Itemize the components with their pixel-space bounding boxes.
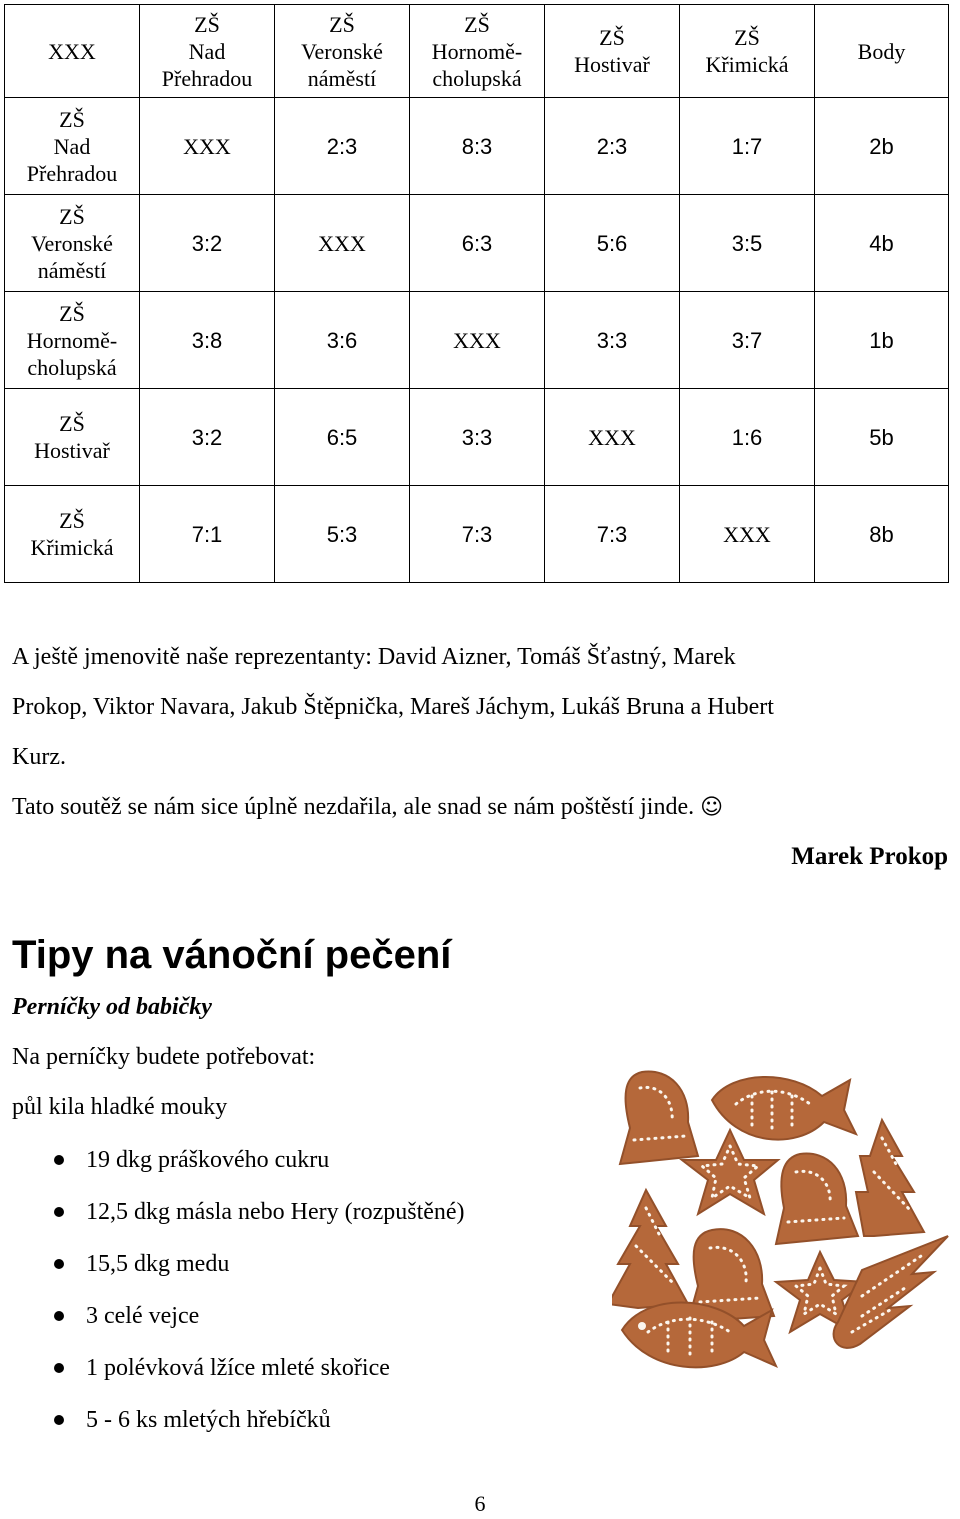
- table-row: [5, 389, 949, 486]
- table-row: [5, 98, 949, 195]
- score-cell: 3:2: [140, 195, 275, 292]
- list-item: [12, 1290, 465, 1342]
- representatives-line: Prokop, Viktor Navara, Jakub Štěpnička, Mareš Jáchym, Lukáš Bruna a Hubert: [12, 694, 774, 720]
- header-line: Hornomě-: [431, 38, 523, 64]
- team-line: ZŠ: [59, 508, 85, 533]
- row-team-label: [5, 195, 140, 292]
- points-cell: 8b: [815, 486, 949, 583]
- header-line: Přehradou: [161, 65, 253, 91]
- representatives-paragraph: [12, 632, 952, 782]
- row-team-label: [5, 389, 140, 486]
- team-line: Nad: [53, 133, 91, 159]
- page-number: 6: [474, 1491, 486, 1516]
- score-cell: 3:3: [410, 389, 545, 486]
- score-cell: 3:5: [680, 195, 815, 292]
- column-header-veronske-namesti: [275, 5, 410, 98]
- table-row: [5, 195, 949, 292]
- points-cell: 5b: [815, 389, 949, 486]
- ingredient-text: 3 celé vejce: [86, 1303, 200, 1329]
- column-header-krimicka: [680, 5, 815, 98]
- column-header-hornomecholupska: [410, 5, 545, 98]
- score-cell: 6:3: [410, 195, 545, 292]
- table-header-row: [5, 5, 949, 98]
- header-line: ZŠ: [734, 25, 760, 50]
- score-cell: 7:3: [410, 486, 545, 583]
- score-cell: XXX: [680, 486, 815, 583]
- row-team-label: [5, 292, 140, 389]
- first-ingredient: půl kila hladké mouky: [12, 1094, 228, 1120]
- header-line: Hostivař: [574, 52, 650, 77]
- score-cell: XXX: [410, 292, 545, 389]
- points-cell: 2b: [815, 98, 949, 195]
- bullet-icon: [54, 1207, 64, 1217]
- cookie-tree-right: [856, 1120, 924, 1236]
- score-cell: 5:6: [545, 195, 680, 292]
- gingerbread-cookies-image: [612, 1060, 956, 1376]
- score-cell: 8:3: [410, 98, 545, 195]
- representatives-line: A ještě jmenovitě naše reprezentanty: David Aizner, Tomáš Šťastný, Marek: [12, 644, 736, 670]
- score-cell: 3:7: [680, 292, 815, 389]
- points-cell: 1b: [815, 292, 949, 389]
- team-line: Veronské: [31, 230, 113, 256]
- header-line: náměstí: [307, 65, 377, 91]
- results-table: [4, 4, 949, 583]
- bullet-icon: [54, 1415, 64, 1425]
- header-line: Křimická: [705, 52, 789, 77]
- smiley-icon: ☺: [700, 795, 724, 820]
- ingredient-text: 15,5 dkg medu: [86, 1251, 230, 1277]
- cookie-tree-left: [612, 1190, 688, 1308]
- team-line: ZŠ: [59, 411, 85, 436]
- closing-paragraph: [12, 782, 952, 833]
- list-item: [12, 1134, 465, 1186]
- column-header-nad-prehradou: [140, 5, 275, 98]
- team-line: Křimická: [30, 535, 114, 560]
- header-line: cholupská: [432, 65, 522, 91]
- cookie-bell-top-left: [620, 1072, 698, 1164]
- table-row: [5, 292, 949, 389]
- table-corner-cell: XXX: [5, 5, 140, 98]
- ingredient-text: 19 dkg práškového cukru: [86, 1147, 330, 1173]
- ingredient-text: 12,5 dkg másla nebo Hery (rozpuštěné): [86, 1199, 465, 1225]
- score-cell: 3:8: [140, 292, 275, 389]
- list-item: [12, 1186, 465, 1238]
- header-line: Veronské: [301, 38, 383, 64]
- team-line: cholupská: [27, 354, 117, 380]
- bullet-icon: [54, 1259, 64, 1269]
- section-heading: Tipy na vánoční pečení: [12, 933, 452, 977]
- row-team-label: [5, 486, 140, 583]
- cookie-fish-top: [712, 1077, 856, 1140]
- header-line: ZŠ: [194, 11, 220, 37]
- closing-text: Tato soutěž se nám sice úplně nezdařila, ale snad se nám poštěstí jinde.: [12, 794, 695, 820]
- bullet-icon: [54, 1155, 64, 1165]
- score-cell: XXX: [275, 195, 410, 292]
- representatives-line: Kurz.: [12, 744, 66, 770]
- list-item: [12, 1394, 465, 1446]
- ingredient-text: 5 - 6 ks mletých hřebíčků: [86, 1407, 331, 1433]
- score-cell: 3:3: [545, 292, 680, 389]
- team-line: Hostivař: [34, 438, 110, 463]
- score-cell: 1:6: [680, 389, 815, 486]
- points-cell: 4b: [815, 195, 949, 292]
- team-line: Přehradou: [26, 160, 118, 186]
- author-signature: Marek Prokop: [791, 843, 948, 870]
- list-item: [12, 1238, 465, 1290]
- cookie-star-center: [682, 1130, 778, 1214]
- recipe-intro: Na perníčky budete potřebovat:: [12, 1044, 316, 1070]
- cookie-bell-right: [776, 1154, 858, 1244]
- ingredient-text: 1 polévková lžíce mleté skořice: [86, 1355, 390, 1381]
- row-team-label: [5, 98, 140, 195]
- score-cell: 6:5: [275, 389, 410, 486]
- score-cell: 3:2: [140, 389, 275, 486]
- header-line: ZŠ: [464, 11, 490, 37]
- column-header-points: Body: [815, 5, 949, 98]
- header-line: ZŠ: [329, 11, 355, 37]
- score-cell: 1:7: [680, 98, 815, 195]
- team-line: ZŠ: [59, 203, 85, 229]
- recipe-title: Perníčky od babičky: [12, 994, 212, 1020]
- team-line: Hornomě-: [26, 327, 118, 353]
- team-line: náměstí: [37, 257, 107, 283]
- team-line: ZŠ: [59, 106, 85, 132]
- team-line: ZŠ: [59, 300, 85, 326]
- column-header-hostivar: [545, 5, 680, 98]
- score-cell: 5:3: [275, 486, 410, 583]
- score-cell: 3:6: [275, 292, 410, 389]
- bullet-icon: [54, 1311, 64, 1321]
- header-line: ZŠ: [599, 25, 625, 50]
- header-line: Nad: [188, 38, 226, 64]
- score-cell: XXX: [140, 98, 275, 195]
- list-item: [12, 1342, 465, 1394]
- ingredient-list: [12, 1134, 465, 1446]
- score-cell: 2:3: [545, 98, 680, 195]
- bullet-icon: [54, 1363, 64, 1373]
- score-cell: XXX: [545, 389, 680, 486]
- table-row: [5, 486, 949, 583]
- score-cell: 7:3: [545, 486, 680, 583]
- score-cell: 2:3: [275, 98, 410, 195]
- score-cell: 7:1: [140, 486, 275, 583]
